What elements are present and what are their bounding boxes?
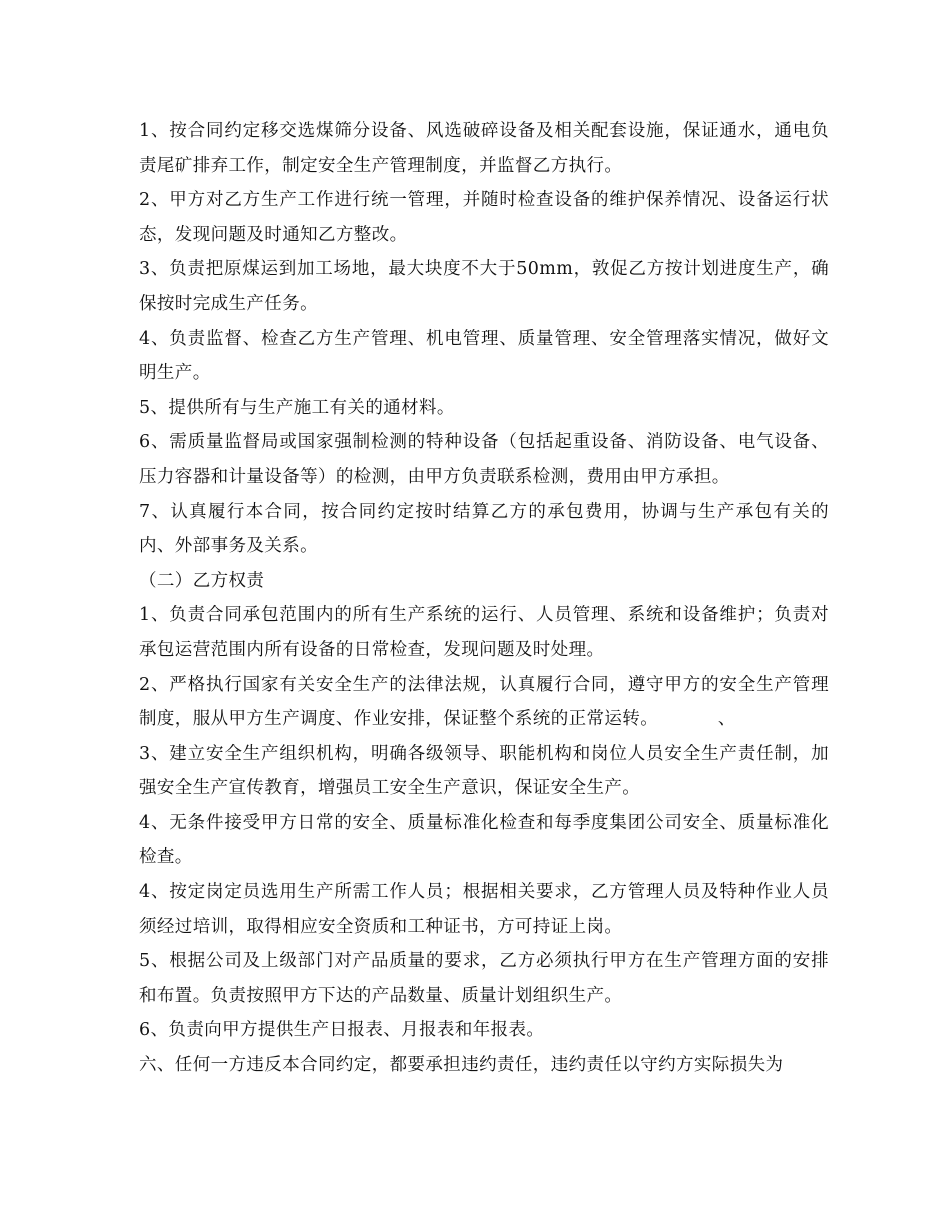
paragraph-12: 4、按定岗定员选用生产所需工作人员；根据相关要求，乙方管理人员及特种作业人员须经过培训，取得相应安全资质和工种证书，方可持证上岗。: [139, 882, 829, 937]
paragraph-1: 1、按合同约定移交选煤筛分设备、风选破碎设备及相关配套设施，保证通水，通电负责尾矿排弃工作，制定安全生产管理制度，并监督乙方执行。: [139, 121, 829, 176]
paragraph-8: 1、负责合同承包范围内的所有生产系统的运行、人员管理、系统和设备维护；负责对承包运营范围内所有设备的日常检查，发现问题及时处理。: [139, 605, 829, 660]
paragraph-9: 2、严格执行国家有关安全生产的法律法规，认真履行合同，遵守甲方的安全生产管理制度，服从甲方生产调度、作业安排，保证整个系统的正常运转。 、: [139, 674, 829, 730]
paragraph-13: 5、根据公司及上级部门对产品质量的要求，乙方必须执行甲方在生产管理方面的安排和布置。负责按照甲方下达的产品数量、质量计划组织生产。: [139, 951, 829, 1006]
paragraph-3: 3、负责把原煤运到加工场地，最大块度不大于50mm，敦促乙方按计划进度生产，确保按时完成生产任务。: [139, 259, 829, 314]
paragraph-10: 3、建立安全生产组织机构，明确各级领导、职能机构和岗位人员安全生产责任制，加强安全生产宣传教育，增强员工安全生产意识，保证安全生产。: [139, 743, 829, 799]
section-heading: （二）乙方权责: [139, 570, 265, 591]
paragraph-11: 4、无条件接受甲方日常的安全、质量标准化检查和每季度集团公司安全、质量标准化检查。: [139, 812, 829, 868]
paragraph-15: 六、任何一方违反本合同约定，都要承担违约责任，违约责任以守约方实际损失为: [139, 1055, 784, 1076]
paragraph-4: 4、负责监督、检查乙方生产管理、机电管理、质量管理、安全管理落实情况，做好文明生产。: [139, 328, 829, 384]
paragraph-7: 7、认真履行本合同，按合同约定按时结算乙方的承包费用，协调与生产承包有关的内、外部事务及关系。: [139, 501, 829, 557]
paragraph-2: 2、甲方对乙方生产工作进行统一管理，并随时检查设备的维护保养情况、设备运行状态，发现问题及时通知乙方整改。: [139, 190, 829, 245]
paragraph-5: 5、提供所有与生产施工有关的通材料。: [139, 397, 455, 418]
paragraph-6: 6、需质量监督局或国家强制检测的特种设备（包括起重设备、消防设备、电气设备、压力容器和计量设备等）的检测，由甲方负责联系检测，费用由甲方承担。: [139, 432, 829, 487]
document-body: [139, 114, 829, 1083]
paragraph-14: 6、负责向甲方提供生产日报表、月报表和年报表。: [139, 1020, 545, 1041]
